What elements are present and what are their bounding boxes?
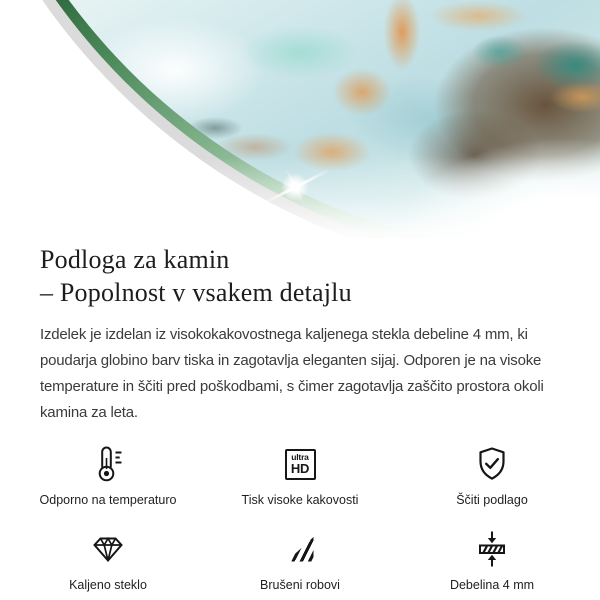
feature-label: Brušeni robovi [260, 578, 340, 592]
feature-label: Kaljeno steklo [69, 578, 147, 592]
shield-check-icon [472, 442, 512, 486]
ultra-hd-icon: ultra HD [285, 442, 316, 486]
feature-print-quality [204, 442, 396, 507]
page-title [40, 243, 560, 309]
feature-grid [0, 442, 600, 592]
product-description-text: Izdelek je izdelan iz visokokakovostnega kaljenega stekla debeline 4 mm, ki poudarja globino barv tiska in zagotavlja eleganten sijaj. Odporen je na visoke temperature in ščiti pred poškodbami, s čimer zagotavlja zaščito prostora okoli kamina za leta. [40, 326, 544, 421]
feature-label: Debelina 4 mm [449, 578, 535, 592]
product-hero-image [0, 0, 600, 238]
feature-protects-surface [396, 442, 588, 507]
thickness-icon [472, 527, 512, 571]
feature-tempered-glass [12, 527, 204, 592]
feature-temperature [12, 442, 204, 507]
thermometer-icon [88, 442, 128, 486]
page-title-line1: Podloga za kamin [40, 245, 230, 274]
feature-label: Odporno na temperaturo [39, 493, 177, 507]
product-description-section [0, 243, 600, 426]
feature-label: Tisk visoke kakovosti [241, 493, 359, 507]
diamond-icon [88, 527, 128, 571]
page-title-line2: – Popolnost v vsakem detajlu [40, 278, 352, 307]
feature-label: Ščiti podlago [456, 493, 528, 507]
beveled-edges-icon [287, 527, 314, 571]
sparkle-icon [263, 155, 327, 219]
feature-thickness [396, 527, 588, 592]
feature-polished-edges [204, 527, 396, 592]
